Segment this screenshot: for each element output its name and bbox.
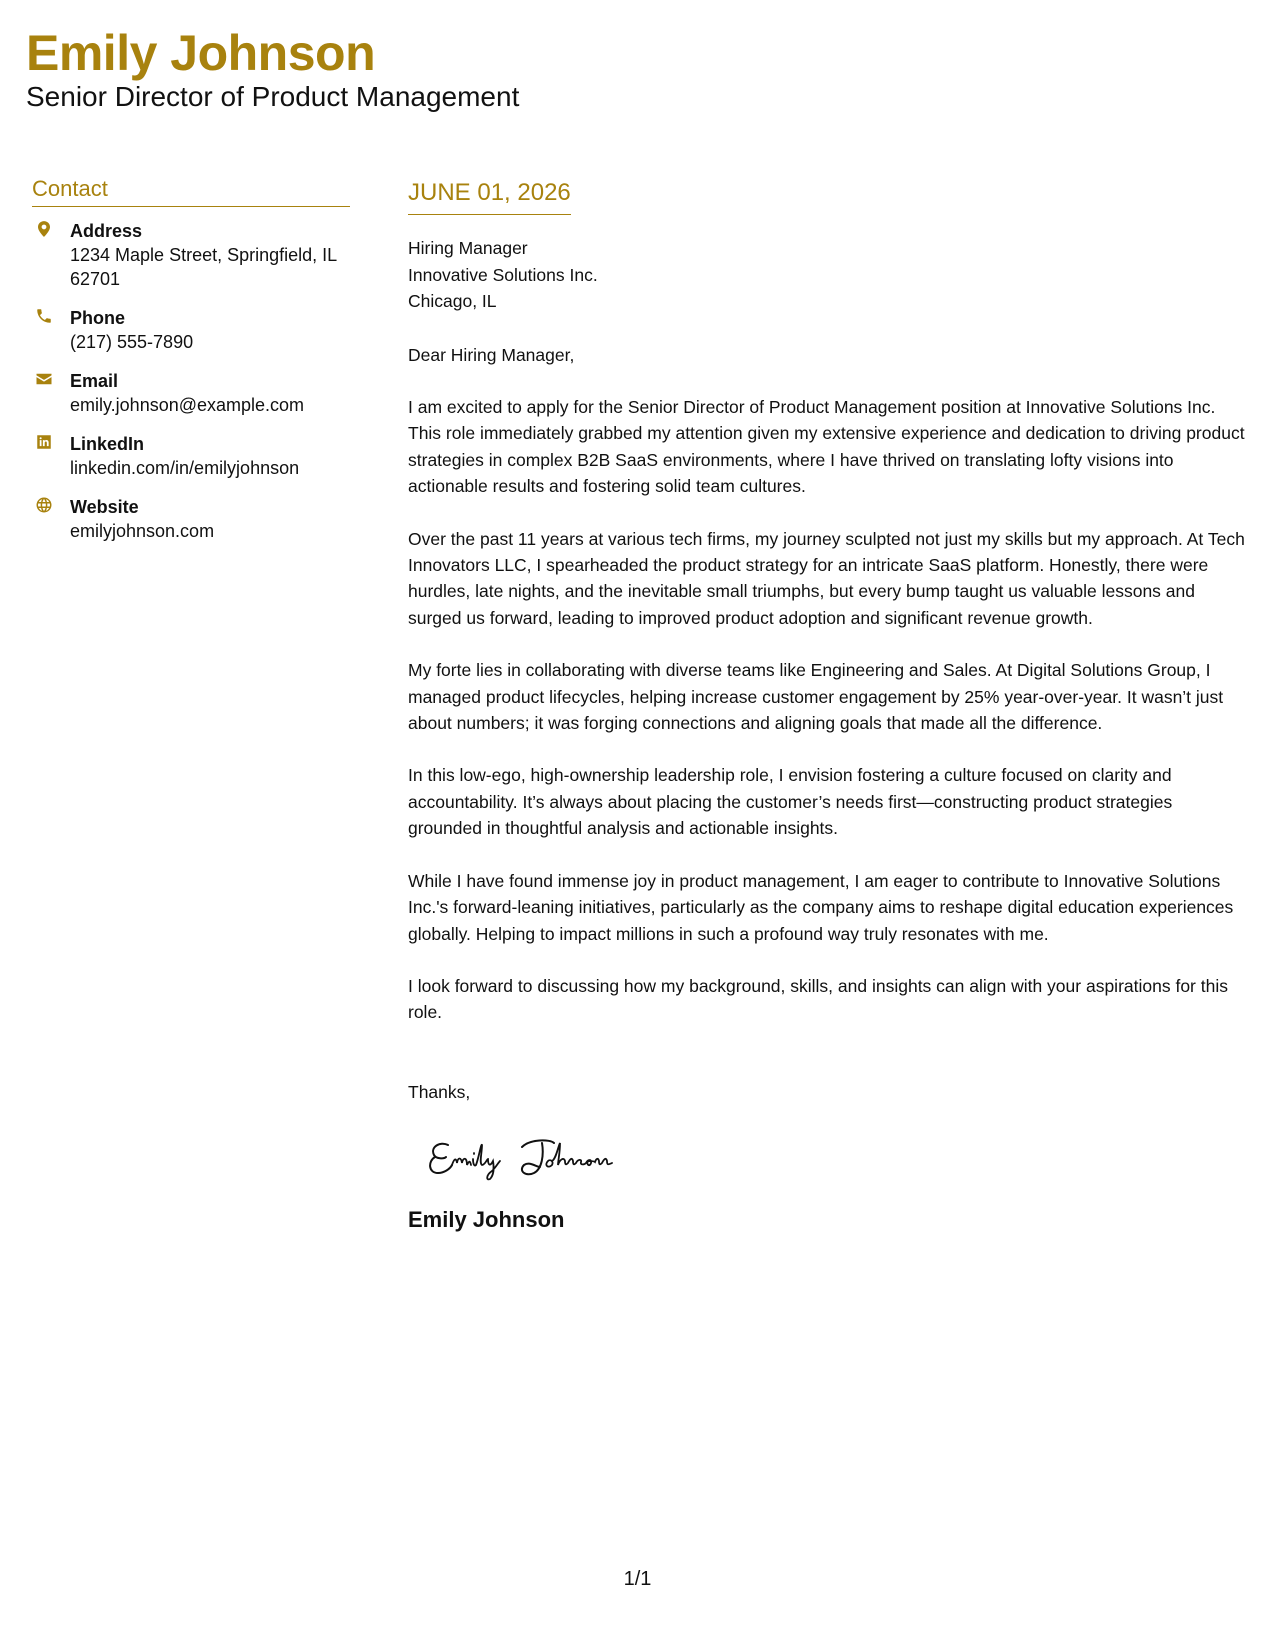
paragraph: My forte lies in collaborating with diverse teams like Engineering and Sales. At Digital Solutions Group, I managed product lifecycles, helping increase customer engagement by 25% year-over-year. It wasn’t just about numbers; it was forging connections and aligning goals that made all the difference. (408, 660, 1224, 734)
contact-label: Address (70, 221, 143, 241)
contact-sidebar (32, 174, 352, 558)
email-value: emily.johnson@example.com (70, 395, 305, 415)
contact-item-address (32, 219, 352, 291)
recipient-line: Chicago, IL (408, 291, 497, 311)
contact-label: Phone (70, 308, 126, 328)
letter-body (408, 178, 1248, 1234)
phone-icon (35, 307, 53, 325)
address-value: 1234 Maple Street, Springfield, IL 62701 (70, 245, 337, 289)
contact-item-linkedin (32, 432, 352, 480)
phone-value: (217) 555-7890 (70, 332, 194, 352)
linkedin-value: linkedin.com/in/emilyjohnson (70, 458, 300, 478)
paragraph: In this low-ego, high-ownership leadership role, I envision fostering a culture focused on clarity and accountability. It’s always about placing the customer’s needs first—constructing product strategies grounded in thoughtful analysis and actionable insights. (408, 765, 1173, 839)
contact-section-title: Contact (32, 174, 350, 207)
contact-item-phone (32, 306, 352, 354)
paragraph: Over the past 11 years at various tech firms, my journey sculpted not just my skills but my approach. At Tech Innovators LLC, I spearheaded the product strategy for an intricate SaaS platform. Honestly, there were hurdles, late nights, and the inevitable small triumphs, but every bump taught us valuable lessons and surged us forward, leading to improved product adoption and significant revenue growth. (408, 528, 1245, 628)
contact-item-website (32, 495, 352, 543)
paragraph: While I have found immense joy in product management, I am eager to contribute to Innovative Solutions Inc.'s forward-leaning initiatives, particularly as the company aims to reshape digital education experiences globally. Helping to impact millions in such a profound way truly resonates with me. (408, 870, 1234, 944)
envelope-icon (35, 370, 53, 388)
paragraph: I am excited to apply for the Senior Director of Product Management position at Innovative Solutions Inc. This role immediately grabbed my attention given my extensive experience and dedication to driving product strategies in complex B2B SaaS environments, where I have thrived on translating lofty visions into actionable results and fostering solid team cultures. (408, 397, 1245, 497)
closing: Thanks, (408, 1081, 471, 1102)
page-number: 1/1 (623, 1568, 652, 1590)
applicant-name: Emily Johnson (26, 25, 376, 81)
signer-name: Emily Johnson (408, 1207, 565, 1233)
recipient-block (408, 235, 1248, 315)
job-title: Senior Director of Product Management (26, 81, 520, 112)
recipient-line: Innovative Solutions Inc. (408, 264, 598, 285)
contact-item-email (32, 369, 352, 417)
contact-label: Email (70, 371, 119, 391)
map-pin-icon (35, 220, 53, 238)
website-value: emilyjohnson.com (70, 521, 215, 541)
linkedin-icon (35, 433, 53, 451)
contact-label: Website (70, 497, 139, 517)
globe-icon (35, 496, 53, 514)
contact-list (32, 219, 352, 543)
salutation: Dear Hiring Manager, (408, 344, 575, 365)
contact-label: LinkedIn (70, 434, 145, 454)
header (26, 22, 519, 114)
handwritten-signature (426, 1127, 656, 1187)
paragraph: I look forward to discussing how my background, skills, and insights can align with your aspirations for this role. (408, 975, 1228, 1023)
recipient-line: Hiring Manager (408, 238, 528, 258)
letter-date: JUNE 01, 2026 (408, 178, 571, 215)
